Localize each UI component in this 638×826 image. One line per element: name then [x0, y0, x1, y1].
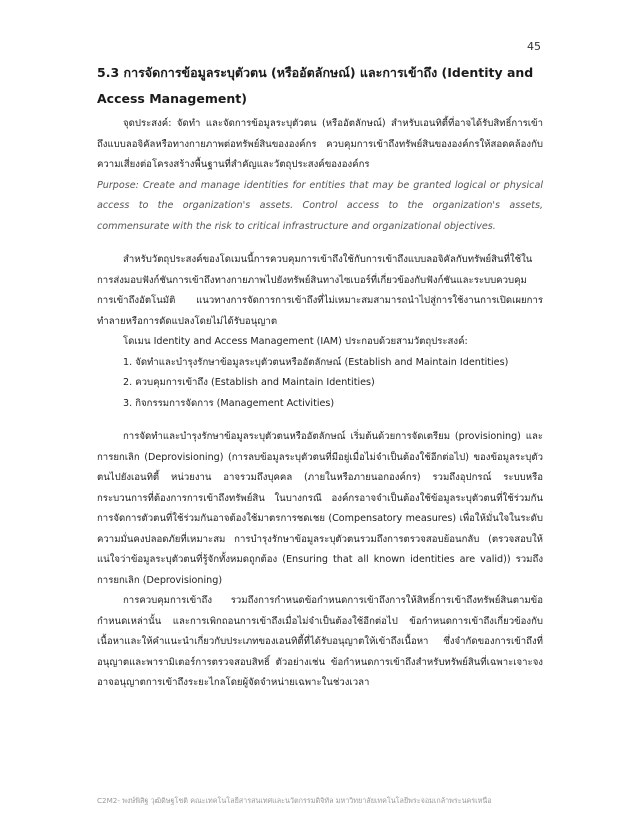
- identity-paragraph: การจัดทำและบำรุงรักษาข้อมูลระบุตัวตนหรืออัตลักษณ์ เริ่มต้นด้วยการจัดเตรียม (provisioning) และการยกเลิก (Deprovisioning) (การลบข้อมูลระบุตัวตนที่มีอยู่เมื่อไม่จำเป็นต้องใช้อีกต่อไป) ของข้อมูลระบุตัวตนไปยังเอนทิตี้ หน่วยงาน อาจรวมถึงบุคคล (ภายในหรือภายนอกองค์กร) รวมถึงอุปกรณ์ ระบบหรือกระบวนการที่ต้องการการเข้าถึงทรัพย์สิน ในบางกรณี องค์กรอาจจำเป็นต้องใช้ข้อมูลระบุตัวตนที่ใช้ร่วมกัน การจัดการตัวตนที่ใช้ร่วมกันอาจต้องใช้มาตรการชดเชย (Compensatory measures) เพื่อให้มั่นใจในระดับความมั่นคงปลอดภัยที่เหมาะสม การบำรุงรักษาข้อมูลระบุตัวตนรวมถึงการตรวจสอบย้อนกลับ (ตรวจสอบให้แน่ใจว่าข้อมูลระบุตัวตนที่รู้จักทั้งหมดถูกต้อง (Ensuring that all known identities are valid)) รวมถึงการยกเลิก (Deprovisioning): [97, 431, 543, 586]
- list-item: 3. กิจกรรมการจัดการ (Management Activities): [123, 397, 335, 409]
- list-item: 2. ควบคุมการเข้าถึง (Establish and Maintain Identities): [123, 377, 375, 388]
- section-title: [97, 60, 543, 112]
- spacer: [97, 237, 543, 250]
- iam-intro-paragraph: โดเมน Identity and Access Management (IAM) ประกอบด้วยสามวัตถุประสงค์:: [123, 336, 468, 347]
- section-title-line2: Access Management): [97, 91, 247, 106]
- scope-paragraph: สำหรับวัตถุประสงค์ของโดเมนนี้การควบคุมการเข้าถึงใช้กับการเข้าถึงแบบลอจิคัลกับทรัพย์สินที่ใช้ในการส่งมอบฟังก์ชันการเข้าถึงทางกายภาพไปยังทรัพย์สินทางไซเบอร์ที่เกี่ยวข้องกับฟังก์ชันและระบบควบคุมการเข้าถึงอัตโนมัติ แนวทางการจัดการการเข้าถึงที่ไม่เหมาะสมสามารถนำไปสู่การใช้งานการเปิดเผยการทำลายหรือการดัดแปลงโดยไม่ได้รับอนุญาต: [97, 254, 543, 327]
- section-title-line1: 5.3 การจัดการข้อมูลระบุตัวตน (หรืออัตลักษณ์) และการเข้าถึง (Identity and: [97, 65, 534, 80]
- page-footer: C2M2- พงษ์พิสิฐ วุฒิดิษฐโชติ คณะเทคโนโลยีสารสนเทศและนวัตกรรมดิจิทัล มหาวิทยาลัยเทคโนโลยีพระจอมเกล้าพระนครเหนือ: [97, 796, 492, 805]
- document-body: [97, 60, 543, 694]
- page-number: 45: [527, 40, 541, 53]
- list-item: 1. จัดทำและบำรุงรักษาข้อมูลระบุตัวตนหรืออัตลักษณ์ (Establish and Maintain Identities): [123, 356, 509, 368]
- objective-paragraph: จุดประสงค์: จัดทำ และจัดการข้อมูลระบุตัวตน (หรืออัตลักษณ์) สำหรับเอนทิตี้ที่อาจได้รับสิทธิ์การเข้าถึงแบบลอจิคัลหรือทางกายภาพต่อทรัพย์สินขององค์กร ควบคุมการเข้าถึงทรัพย์สินขององค์กรให้สอดคล้องกับความเสี่ยงต่อโครงสร้างพื้นฐานที่สำคัญและวัตถุประสงค์ขององค์กร: [97, 118, 543, 170]
- purpose-paragraph: Purpose: Create and manage identities for entities that may be granted logical or physical access to the organization's assets. Control access to the organization's assets, commensurate with the risk to critical infrastructure and organizational objectives.: [97, 179, 543, 232]
- spacer: [97, 414, 543, 427]
- access-control-paragraph: การควบคุมการเข้าถึง รวมถึงการกำหนดข้อกำหนดการเข้าถึงการให้สิทธิ์การเข้าถึงทรัพย์สินตามข้อกำหนดเหล่านั้น และการเพิกถอนการเข้าถึงเมื่อไม่จำเป็นต้องใช้อีกต่อไป ข้อกำหนดการเข้าถึงเกี่ยวข้องกับเนื้อหาและให้คำแนะนำเกี่ยวกับประเภทของเอนทิตี้ที่ได้รับอนุญาตให้เข้าถึงเนื้อหา ซึ่งจำกัดของการเข้าถึงที่อนุญาตและพารามิเตอร์การตรวจสอบสิทธิ์ ตัวอย่างเช่น ข้อกำหนดการเข้าถึงสำหรับทรัพย์สินที่เฉพาะเจาะจงอาจอนุญาตการเข้าถึงระยะไกลโดยผู้จัดจำหน่ายเฉพาะในช่วงเวลา: [97, 595, 543, 688]
